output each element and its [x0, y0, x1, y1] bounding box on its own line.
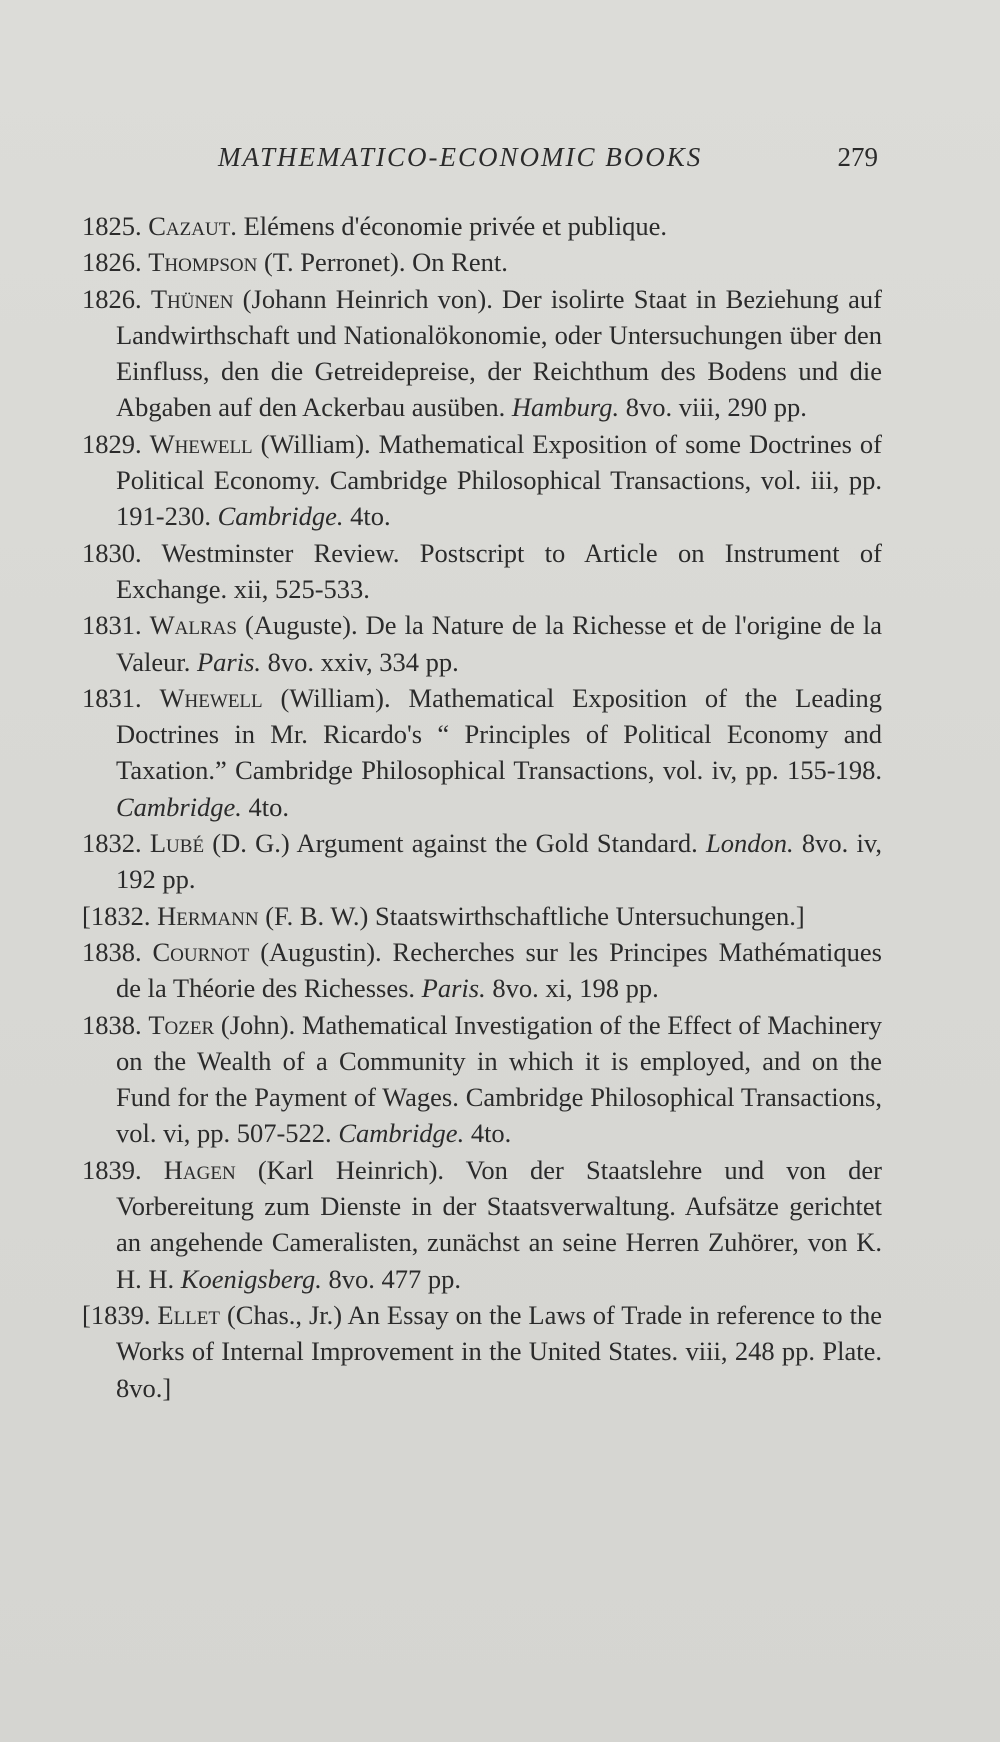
- author-name: Cazaut.: [148, 211, 237, 241]
- author-name: Hermann: [157, 900, 259, 931]
- author-name: Whewell: [149, 428, 253, 459]
- place-of-publication: Hamburg.: [511, 392, 620, 423]
- author-name: Ellet: [157, 1299, 221, 1330]
- place-of-publication: Paris.: [196, 646, 262, 677]
- author-name: Whewell: [159, 682, 263, 713]
- author-name: Lubé: [149, 828, 205, 859]
- author-name: Tozer: [148, 1009, 215, 1040]
- bibliography-entry: 1830. Westminster Review. Postscript to Article on Instrument of Exchange. xii, 525-533.: [82, 537, 882, 604]
- bibliography-entry: 1838. Cournot (Augustin). Recherches sur les Principes Mathématiques de la Théorie des Richesses. Paris. 8vo. xi, 198 pp.: [82, 936, 882, 1004]
- bibliography-entry: 1838. Tozer (John). Mathematical Investigation of the Effect of Machinery on the Wealth of a Community in which it is employed, and on the Fund for the Payment of Wages. Cambridge Philosophical Transactions, vol. vi, pp. 507-522. Cambridge. 4to.: [82, 1009, 882, 1149]
- author-name: Thünen: [150, 283, 234, 314]
- bibliography-entry: 1829. Whewell (William). Mathematical Exposition of some Doctrines of Political Economy. Cambridge Philosophical Transactions, vol. iii, pp. 191-230. Cambridge. 4to.: [82, 428, 882, 532]
- place-of-publication: Cambridge.: [116, 791, 242, 822]
- bibliography-entry: [1839. Ellet (Chas., Jr.) An Essay on the Laws of Trade in reference to the Works of Internal Improvement in the United States. viii, 248 pp. Plate. 8vo.]: [82, 1299, 882, 1403]
- author-name: Cournot: [152, 936, 250, 967]
- bibliography-list: [82, 208, 882, 1406]
- place-of-publication: Cambridge.: [338, 1118, 465, 1149]
- bibliography-entry: [1832. Hermann (F. B. W.) Staatswirthschaftliche Untersuchungen.]: [82, 900, 805, 931]
- bibliography-entry: 1832. Lubé (D. G.) Argument against the Gold Standard. London. 8vo. iv, 192 pp.: [82, 828, 882, 895]
- author-name: Thompson: [148, 247, 258, 278]
- author-name: Hagen: [163, 1154, 236, 1185]
- bibliography-entry: 1826. Thünen (Johann Heinrich von). Der isolirte Staat in Beziehung auf Landwirthschaft und Nationalökonomie, oder Untersuchungen über den Einfluss, den die Getreidepreise, der Reichthum des Bodens und die Abgaben auf den Ackerbau ausüben. Hamburg. 8vo. viii, 290 pp.: [82, 283, 882, 423]
- running-title: MATHEMATICO-ECONOMIC BOOKS: [218, 142, 703, 172]
- bibliography-entry: 1839. Hagen (Karl Heinrich). Von der Staatslehre und von der Vorbereitung zum Dienste in der Staatsverwaltung. Aufsätze gerichtet an angehende Cameralisten, zunächst an seine Herren Zuhörer, von K. H. H. Koenigsberg. 8vo. 477 pp.: [82, 1154, 883, 1294]
- place-of-publication: Cambridge.: [217, 501, 344, 532]
- bibliography-entry: 1831. Whewell (William). Mathematical Exposition of the Leading Doctrines in Mr. Ricardo's “ Principles of Political Economy and Taxation.” Cambridge Philosophical Transactions, vol. iv, pp. 155-198. Cambridge. 4to.: [82, 682, 882, 822]
- running-head: [218, 142, 878, 182]
- place-of-publication: Paris.: [421, 973, 486, 1004]
- bibliography-entry: 1831. Walras (Auguste). De la Nature de la Richesse et de l'origine de la Valeur. Paris. 8vo. xxiv, 334 pp.: [82, 610, 883, 677]
- page-number: 279: [837, 142, 878, 172]
- bibliography-entry: 1825. Cazaut. Elémens d'économie privée et publique.: [82, 211, 668, 241]
- bibliography-entry: 1826. Thompson (T. Perronet). On Rent.: [82, 247, 508, 278]
- place-of-publication: London.: [705, 828, 794, 859]
- author-name: Walras: [149, 610, 237, 641]
- place-of-publication: Koenigsberg.: [180, 1263, 322, 1294]
